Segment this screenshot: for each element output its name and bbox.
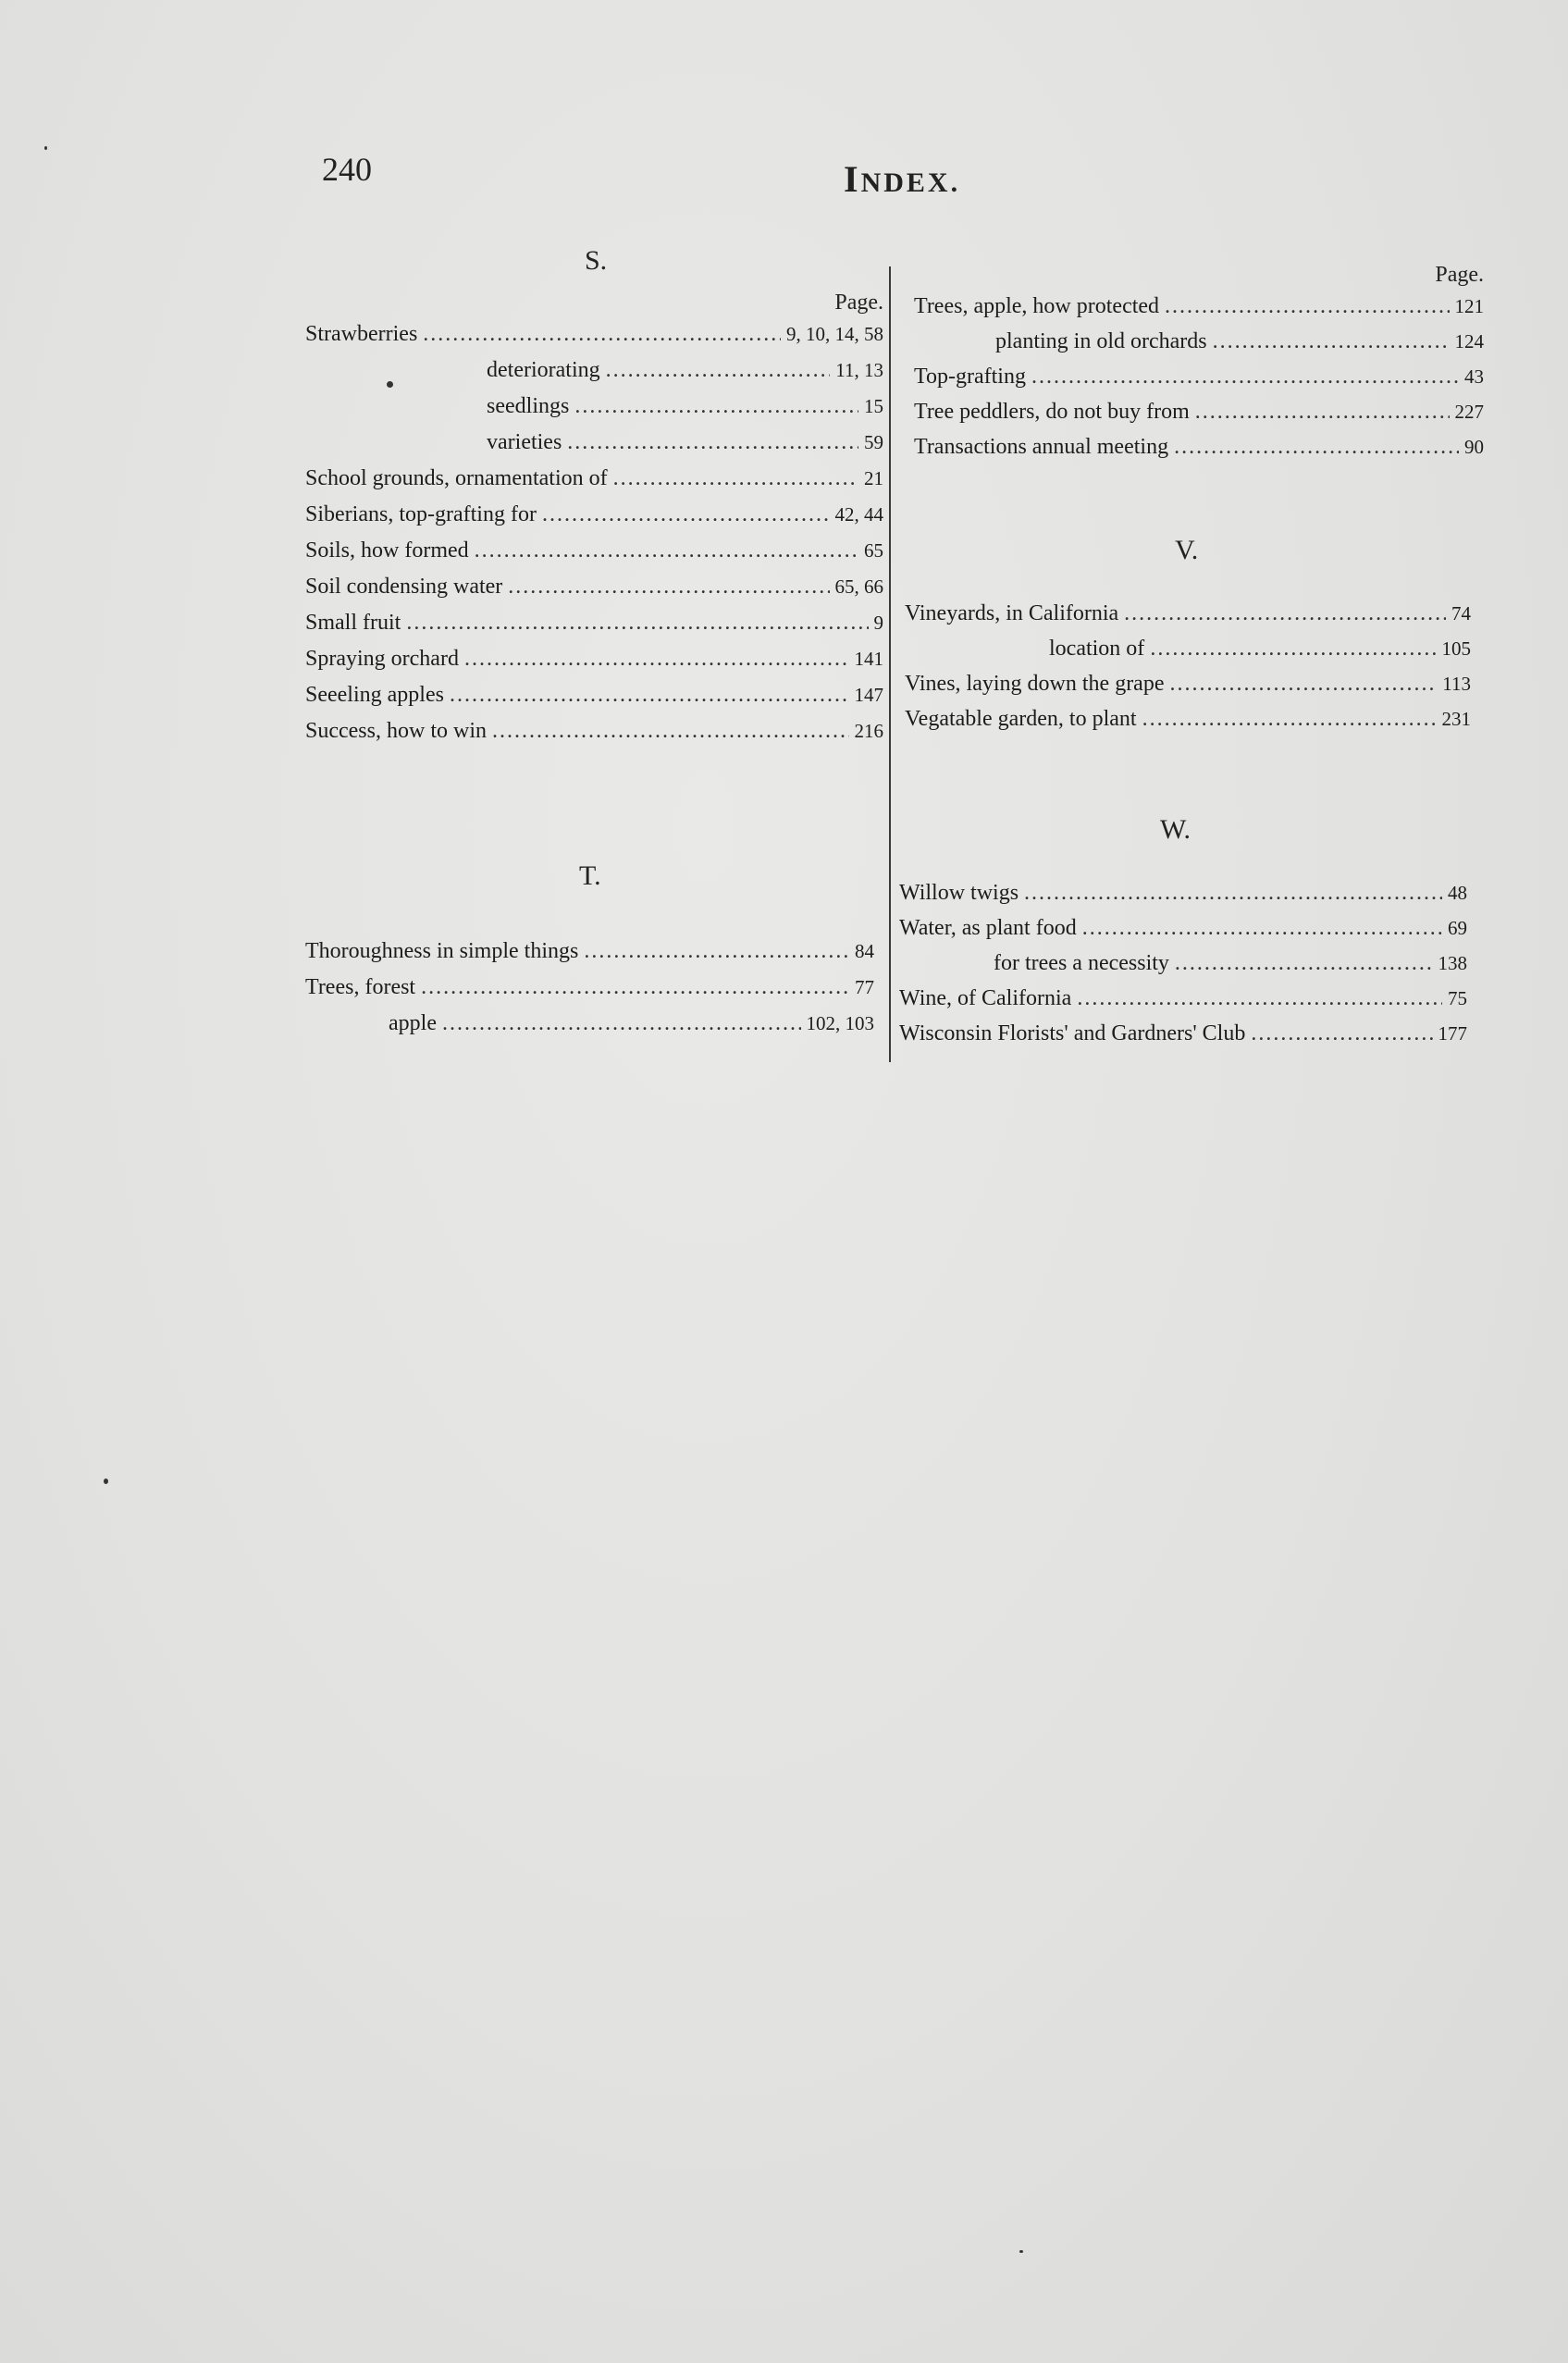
entry-label: Strawberries (305, 322, 418, 346)
section-letter-s: S. (585, 245, 608, 276)
entry-pages: 42, 44 (834, 503, 883, 526)
entry-pages: 21 (864, 467, 883, 489)
entry-pages: 177 (1438, 1022, 1467, 1045)
section-letter-w: W. (1160, 814, 1191, 845)
index-entry (905, 707, 1471, 740)
entry-label: Willow twigs (899, 881, 1019, 905)
dot-leader (1024, 881, 1442, 906)
page-title (844, 157, 960, 201)
index-entry (305, 939, 874, 972)
index-entry (905, 672, 1471, 705)
index-entry (305, 502, 883, 536)
entry-label: varieties (487, 430, 562, 454)
index-entry (389, 1011, 874, 1045)
entry-label: Trees, apple, how protected (914, 294, 1160, 318)
entry-pages: 74 (1451, 602, 1471, 625)
index-entry (914, 435, 1484, 468)
dot-leader (1124, 601, 1446, 626)
entry-label: location of (1049, 637, 1145, 661)
index-entry (305, 575, 883, 608)
entry-pages: 59 (864, 431, 883, 453)
index-entry (305, 683, 883, 716)
entry-label: Vines, laying down the grape (905, 672, 1165, 696)
index-entry (905, 601, 1471, 635)
scan-speck (44, 146, 47, 150)
dot-leader (1213, 329, 1450, 354)
dot-leader (1031, 365, 1459, 390)
entry-label: Spraying orchard (305, 647, 459, 671)
entry-label: planting in old orchards (995, 329, 1207, 353)
entry-pages: 90 (1464, 436, 1484, 458)
dot-leader (508, 575, 829, 600)
column-divider (889, 266, 891, 1062)
dot-leader (1251, 1021, 1432, 1046)
entry-pages: 216 (854, 720, 883, 742)
dot-leader (421, 975, 849, 1000)
index-entry (1049, 637, 1471, 670)
entry-pages: 113 (1442, 673, 1471, 695)
dot-leader (1175, 951, 1433, 976)
index-entry (305, 466, 883, 500)
index-entry (914, 294, 1484, 328)
entry-label: Wine, of California (899, 986, 1072, 1010)
page-column-heading: Page. (834, 291, 883, 315)
index-entry (899, 916, 1467, 949)
entry-pages: 124 (1454, 330, 1484, 353)
page-number: 240 (322, 151, 372, 188)
entry-pages: 121 (1454, 295, 1484, 317)
page-title-rest: NDEX. (860, 167, 961, 198)
entry-pages: 102, 103 (806, 1012, 874, 1034)
dot-leader (574, 394, 858, 419)
dot-leader (1082, 916, 1442, 941)
index-entry (487, 394, 883, 427)
dot-leader (1077, 986, 1442, 1011)
entry-label: Small fruit (305, 611, 401, 635)
entry-label: Top-grafting (914, 365, 1026, 389)
entry-label: Trees, forest (305, 975, 416, 999)
index-entry (305, 538, 883, 572)
entry-pages: 9, 10, 14, 58 (786, 323, 883, 345)
index-entry (305, 322, 883, 355)
entry-pages: 9 (873, 612, 883, 634)
index-entry (914, 365, 1484, 398)
dot-leader (1150, 637, 1436, 662)
dot-leader (542, 502, 830, 527)
section-letter-t: T. (579, 860, 601, 891)
dot-leader (450, 683, 849, 708)
dot-leader (584, 939, 849, 964)
index-entry (995, 329, 1484, 363)
entry-label: Vineyards, in California (905, 601, 1119, 625)
index-entry (914, 400, 1484, 433)
entry-label: Thoroughness in simple things (305, 939, 579, 963)
dot-leader (567, 430, 858, 455)
entry-label: Wisconsin Florists' and Gardners' Club (899, 1021, 1246, 1045)
index-entry (899, 986, 1467, 1020)
entry-pages: 15 (864, 395, 883, 417)
index-entry (487, 358, 883, 391)
entry-pages: 227 (1454, 401, 1484, 423)
entry-label: for trees a necessity (994, 951, 1169, 975)
index-entry (487, 430, 883, 464)
dot-leader (423, 322, 781, 347)
index-entry (305, 611, 883, 644)
entry-label: Seeeling apples (305, 683, 444, 707)
page-column-heading: Page. (1435, 263, 1484, 287)
entry-pages: 141 (854, 648, 883, 670)
dot-leader (464, 647, 849, 672)
index-entry (305, 647, 883, 680)
dot-leader (1142, 707, 1437, 732)
entry-pages: 138 (1438, 952, 1467, 974)
entry-pages: 77 (855, 976, 874, 998)
dot-leader (475, 538, 858, 563)
entry-label: deteriorating (487, 358, 600, 382)
entry-pages: 65, 66 (834, 575, 883, 598)
dot-leader (1170, 672, 1438, 697)
dot-leader (492, 719, 849, 744)
entry-pages: 11, 13 (835, 359, 883, 381)
index-entry (899, 881, 1467, 914)
entry-pages: 69 (1448, 917, 1467, 939)
entry-label: Soils, how formed (305, 538, 469, 563)
index-entry (305, 719, 883, 752)
scan-speck (104, 1478, 108, 1484)
dot-leader (442, 1011, 801, 1036)
entry-label: apple (389, 1011, 437, 1035)
entry-label: Success, how to win (305, 719, 487, 743)
entry-pages: 231 (1441, 708, 1471, 730)
dot-leader (406, 611, 868, 636)
entry-pages: 84 (855, 940, 874, 962)
scan-speck (387, 381, 393, 388)
page-title-initial: I (844, 158, 861, 200)
entry-label: School grounds, ornamentation of (305, 466, 608, 490)
entry-label: Soil condensing water (305, 575, 503, 599)
entry-label: Siberians, top-grafting for (305, 502, 537, 526)
entry-pages: 75 (1448, 987, 1467, 1009)
entry-pages: 147 (854, 684, 883, 706)
entry-pages: 43 (1464, 365, 1484, 388)
scan-speck (1019, 2250, 1023, 2253)
dot-leader (1165, 294, 1449, 319)
dot-leader (606, 358, 831, 383)
entry-pages: 105 (1441, 637, 1471, 660)
entry-label: Tree peddlers, do not buy from (914, 400, 1190, 424)
entry-pages: 65 (864, 539, 883, 562)
index-entry (994, 951, 1467, 984)
entry-label: Vegatable garden, to plant (905, 707, 1137, 731)
dot-leader (613, 466, 858, 491)
dot-leader (1195, 400, 1450, 425)
section-letter-v: V. (1175, 535, 1199, 565)
index-entry (899, 1021, 1467, 1055)
entry-label: seedlings (487, 394, 570, 418)
entry-pages: 48 (1448, 882, 1467, 904)
entry-label: Water, as plant food (899, 916, 1077, 940)
dot-leader (1174, 435, 1459, 460)
entry-label: Transactions annual meeting (914, 435, 1169, 459)
index-entry (305, 975, 874, 1008)
